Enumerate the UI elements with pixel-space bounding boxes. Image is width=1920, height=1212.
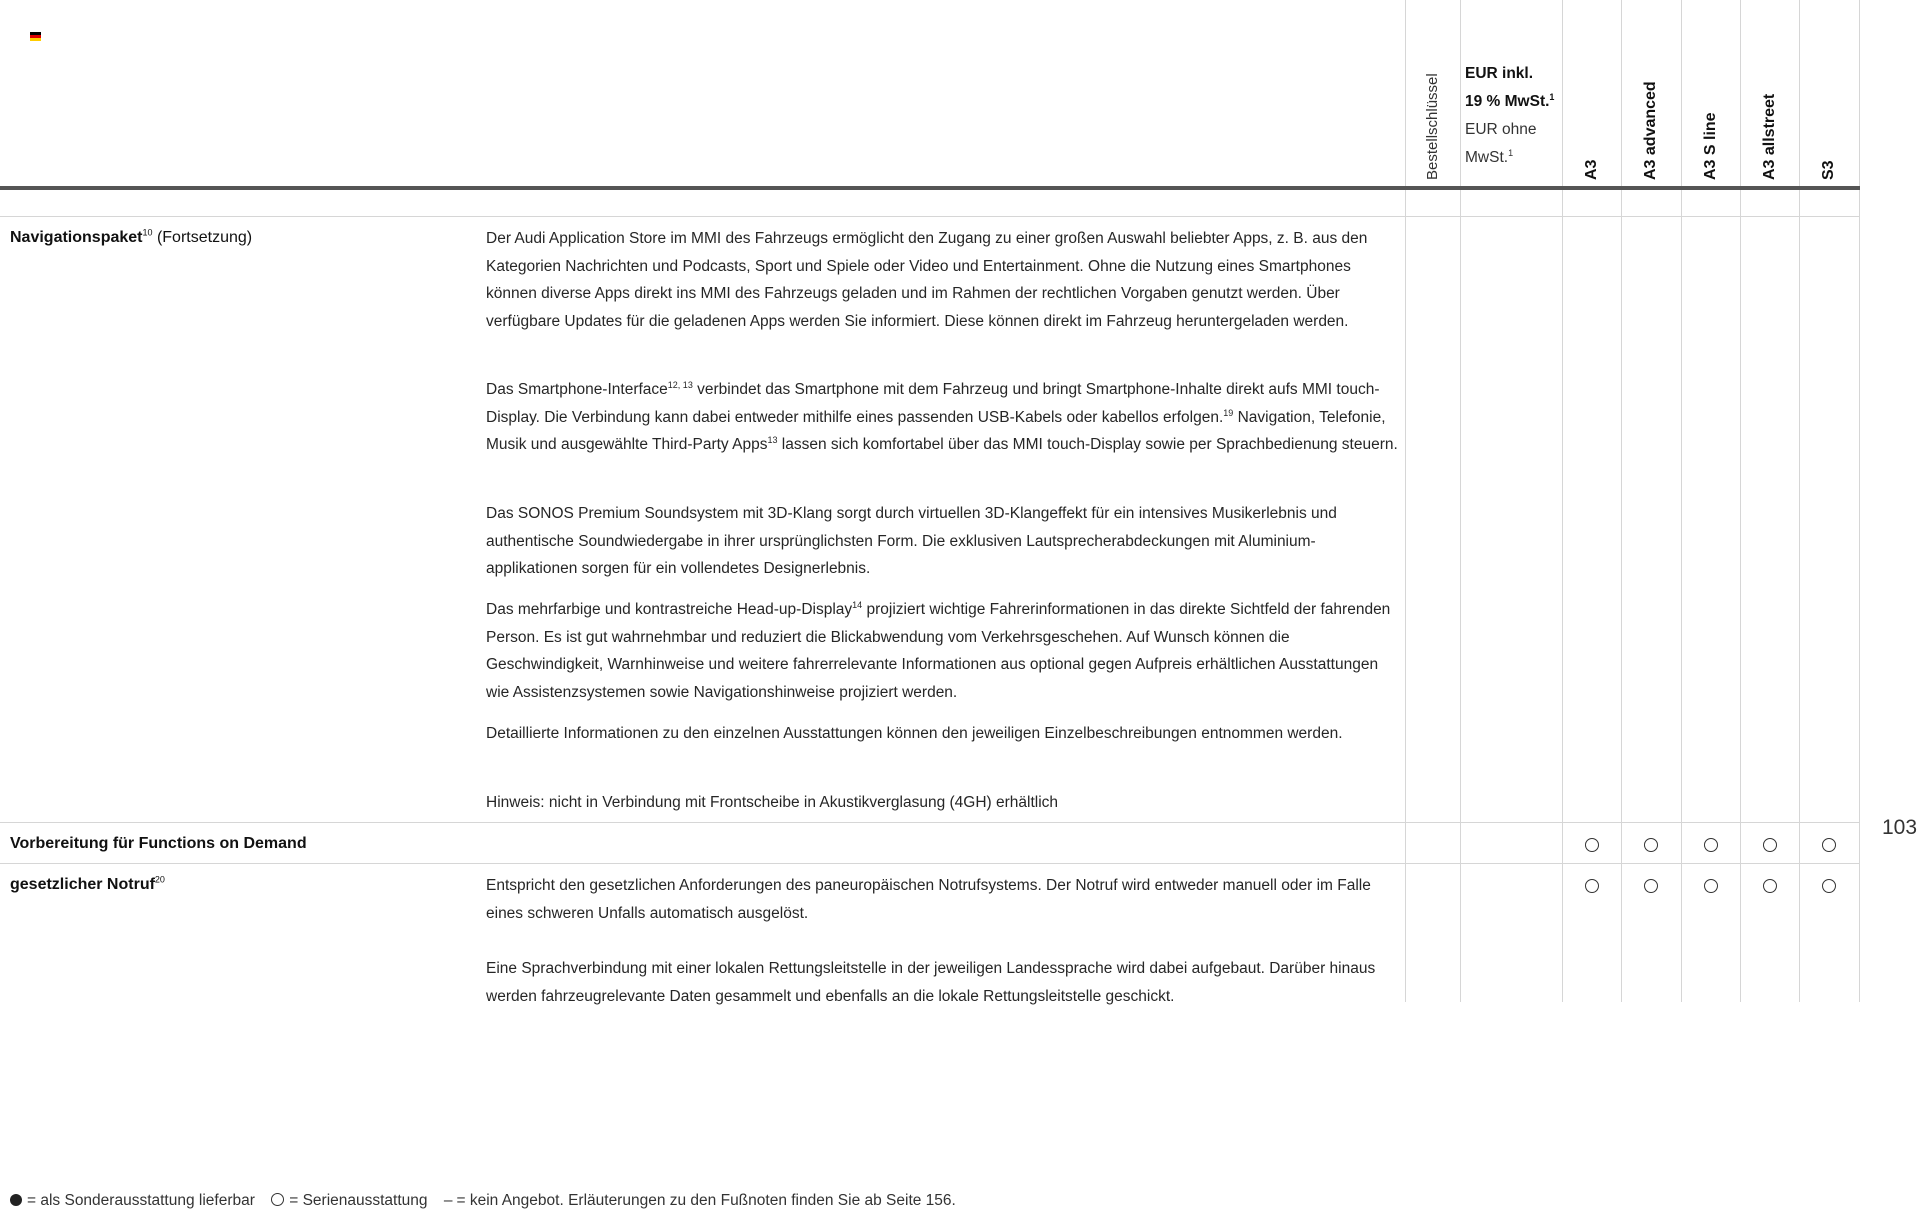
flag-stripe-gold bbox=[30, 38, 41, 41]
optional-dot-icon bbox=[10, 1194, 22, 1206]
col-header-model: A3 advanced bbox=[1642, 81, 1659, 180]
serie-circle-icon bbox=[1763, 879, 1777, 893]
serie-circle-icon bbox=[1822, 879, 1836, 893]
serie-circle-icon bbox=[1585, 838, 1599, 852]
col-header-price bbox=[1465, 60, 1565, 172]
paragraph-notruf-2: Eine Sprachverbindung mit einer lokalen Rettungsleitstelle in der jeweiligen Landessprache wird dabei aufgebaut. Darüber hinaus werden fahrzeugrelevante Daten gesammelt und ebenfalls an die lokale Rettungsleitstelle geschickt. bbox=[486, 960, 1376, 1005]
row-title-navigationspaket: Navigationspaket$^{10}$ (Fortsetzung) bbox=[10, 227, 253, 246]
row-divider bbox=[0, 822, 1860, 823]
german-flag-icon bbox=[30, 32, 41, 41]
row-divider bbox=[0, 863, 1860, 864]
row-title-notruf: gesetzlicher Notruf$^{20}$ bbox=[10, 874, 165, 893]
col-header-model: S3 bbox=[1820, 160, 1837, 180]
serie-circle-icon bbox=[1704, 838, 1718, 852]
paragraph-smartphone-interface: Das Smartphone-Interface$^{12, 13}$ verbindet das Smartphone mit dem Fahrzeug und bringt Smartphone-Inhalte direkt aufs MMI touch-Display. Die Verbindung kann dabei entweder mithilfe eines passenden USB-Kabels oder kabellos erfolgen.$^{19}$ Navigation, Telefonie, Musik und ausgewählte Third-Party Apps$^{13}$ lassen sich komfortabel über das MMI touch-Display sowie per Sprachbedienung steuern. bbox=[486, 379, 1398, 454]
grid-line bbox=[1859, 0, 1860, 1002]
paragraph-notruf-1: Entspricht den gesetzlichen Anforderungen des paneuropäischen Notrufsystems. Der Notruf wird entweder manuell oder im Falle eines schweren Unfalls automatisch ausgelöst. bbox=[486, 877, 1371, 922]
row-divider bbox=[0, 216, 1860, 217]
grid-line bbox=[1799, 0, 1800, 1002]
legend-none-symbol: – bbox=[443, 1192, 453, 1209]
paragraph-hinweis: Hinweis: nicht in Verbindung mit Frontscheibe in Akustikverglasung (4GH) erhältlich bbox=[486, 794, 1059, 811]
price-incl-line1: EUR inkl. bbox=[1465, 65, 1534, 82]
grid-line bbox=[1621, 0, 1622, 1002]
legend-series: = Serienausstattung bbox=[289, 1192, 428, 1209]
grid-line bbox=[1460, 0, 1461, 1002]
paragraph-details: Detaillierte Informationen zu den einzelnen Ausstattungen können den jeweiligen Einzelbeschreibungen entnommen werden. bbox=[486, 725, 1343, 742]
col-header-model: A3 S line bbox=[1702, 112, 1719, 180]
grid-line bbox=[1740, 0, 1741, 1002]
paragraph-sonos: Das SONOS Premium Soundsystem mit 3D-Klang sorgt durch virtuellen 3D-Klangeffekt für ein intensives Musikerlebnis und authentische Soundwiedergabe in ihrer ursprünglichsten Form. Die exklusiven Lautsprecherabdeckungen mit Aluminiumapplikationen sorgen für ein vollendetes Designerlebnis. bbox=[486, 505, 1337, 578]
header-divider bbox=[0, 186, 1860, 190]
serie-circle-icon bbox=[1644, 879, 1658, 893]
legend bbox=[10, 1192, 956, 1210]
serie-circle-icon bbox=[1644, 838, 1658, 852]
col-header-model: A3 bbox=[1583, 159, 1600, 180]
legend-optional: = als Sonderausstattung lieferbar bbox=[27, 1192, 255, 1209]
price-incl-line2: 19 % MwSt.$^1$ bbox=[1465, 91, 1555, 110]
paragraph-app-store: Der Audi Application Store im MMI des Fahrzeugs ermöglicht den Zugang zu einer großen Auswahl beliebter Apps, z. B. aus den Kategorien Nachrichten und Podcasts, Sport und Spiele oder Video und Entertainment. Ohne die Nutzung eines Smartphones können diverse Apps direkt ins MMI des Fahrzeugs geladen und im Rahmen der rechtlichen Vorgaben genutzt werden. Über verfügbare Updates für die geladenen Apps werden Sie informiert. Diese können direkt im Fahrzeug heruntergeladen werden. bbox=[486, 230, 1368, 330]
row-title-functions-on-demand: Vorbereitung für Functions on Demand bbox=[10, 835, 307, 852]
legend-none: = kein Angebot. Erläuterungen zu den Fußnoten finden Sie ab Seite 156. bbox=[456, 1192, 956, 1209]
col-header-model: A3 allstreet bbox=[1761, 93, 1778, 180]
serie-circle-icon bbox=[1763, 838, 1777, 852]
serie-circle-icon bbox=[1704, 879, 1718, 893]
grid-line bbox=[1405, 0, 1406, 1002]
page-number: 103 bbox=[1882, 816, 1918, 839]
price-excl-line1: EUR ohne bbox=[1465, 121, 1537, 138]
serie-circle-icon bbox=[271, 1193, 284, 1206]
serie-circle-icon bbox=[1822, 838, 1836, 852]
col-header-bestellschluessel: Bestellschlüssel bbox=[1424, 73, 1441, 180]
grid-line bbox=[1681, 0, 1682, 1002]
serie-circle-icon bbox=[1585, 879, 1599, 893]
price-excl-line2: MwSt.$^1$ bbox=[1465, 147, 1514, 166]
paragraph-head-up-display: Das mehrfarbige und kontrastreiche Head-up-Display$^{14}$ projiziert wichtige Fahrerinformationen in das direkte Sichtfeld der fahrenden Person. Es ist gut wahrnehmbar und reduziert die Blickabwendung vom Verkehrsgeschehen. Auf Wunsch können die Geschwindigkeit, Warnhinweise und weitere fahrerrelevante Informationen aus optional gegen Aufpreis erhältlichen Ausstattungen wie Assistenzsystemen sowie Navigationshinweise projiziert werden. bbox=[486, 599, 1391, 701]
